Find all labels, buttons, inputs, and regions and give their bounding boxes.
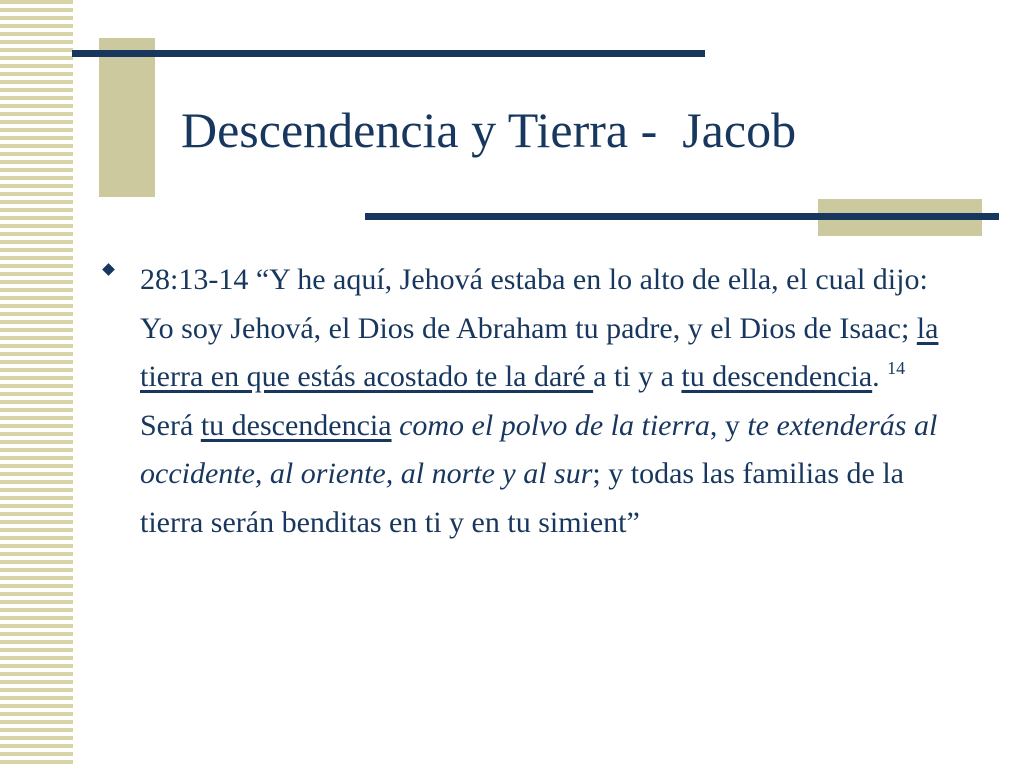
dust-phrase-italic: como el polvo de la tierra: [399, 408, 710, 442]
verse-number: 14: [887, 358, 906, 378]
verse-to-you: a ti y a: [593, 360, 682, 393]
verse-text-block: [140, 256, 960, 547]
descendants-underlined-2: tu descendencia: [200, 408, 392, 442]
verse-period: .: [872, 360, 888, 393]
land-promise-underlined: la tierra en que estás acostado te la daré: [140, 311, 939, 393]
diamond-bullet-icon: [102, 263, 115, 276]
descendants-underlined: tu descendencia: [681, 360, 873, 393]
verse-sera: Será: [140, 408, 201, 442]
spread-phrase-italic: te extenderás al occidente, al oriente, al norte y al sur: [140, 408, 938, 490]
verse-intro: 28:13-14 “Y he aquí, Jehová estaba en lo alto de ella, el cual dijo: Yo soy Jehová, el Dios de Abraham tu padre, y el Dios de Isaac;: [140, 263, 928, 345]
verse-ending: ; y todas las familias de la tierra serán benditas en ti y en tu simient”: [140, 457, 904, 539]
verse-space: [392, 409, 400, 442]
slide-title: Descendencia y Tierra - Jacob: [181, 102, 797, 158]
bottom-rule-line: [365, 213, 999, 220]
tan-accent-block-left: [99, 38, 155, 197]
top-rule-line: [72, 50, 705, 57]
verse-paragraph: [140, 256, 960, 547]
striped-side-decoration: [0, 0, 73, 768]
verse-comma-y: , y: [709, 408, 748, 442]
